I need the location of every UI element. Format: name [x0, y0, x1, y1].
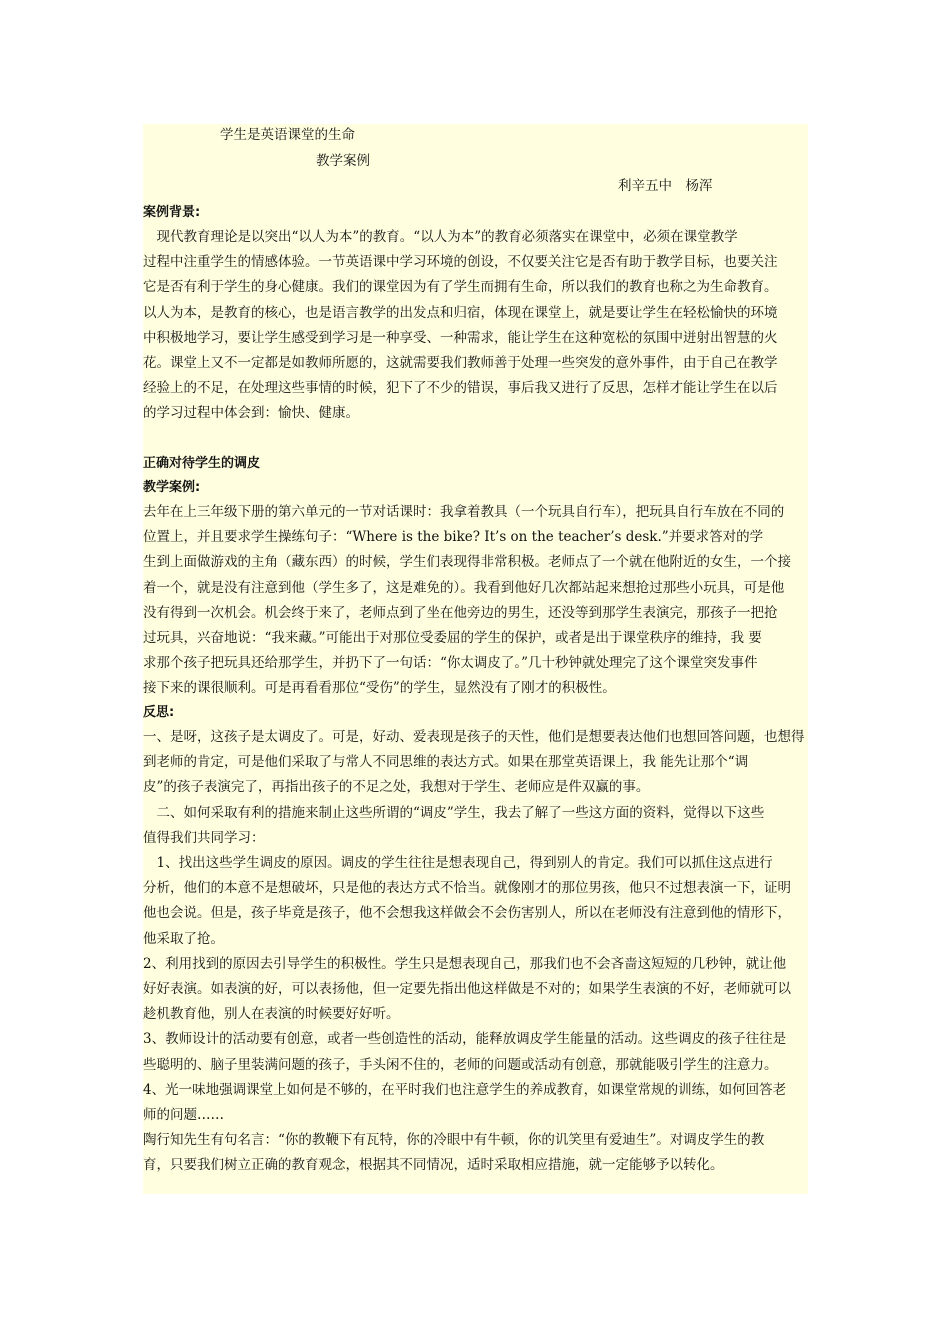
case-line: 求那个孩子把玩具还给那学生，并扔下了一句话：“你太调皮了。”几十秒钟就处理完了这个课堂突发事件	[143, 655, 758, 672]
case-line: 生到上面做游戏的主角（藏东西）的时候，学生们表现得非常积极。老师点了一个就在他附近的女生，一个接	[143, 554, 791, 571]
reflection-line: 2、利用找到的原因去引导学生的积极性。学生只是想表现自己，那我们也不会吝啬这短短的几秒钟，就让他	[143, 955, 787, 972]
reflection-line: 一、是呀，这孩子是太调皮了。可是，好动、爱表现是孩子的天性，他们是想要表达他们也想回答问题，也想得	[143, 729, 805, 745]
reflection-line: 育，只要我们树立正确的教育观念，根据其不同情况，适时采取相应措施，就一定能够予以转化。	[143, 1157, 724, 1174]
reflection-line: 些聪明的、脑子里装满问题的孩子，手头闲不住的，老师的问题或活动有创意，那就能吸引学生的注意力。	[143, 1056, 778, 1073]
case-line: 去年在上三年级下册的第六单元的一节对话课时：我拿着教具（一个玩具自行车），把玩具自行车放在不同的	[143, 504, 785, 520]
reflection-line: 他采取了抢。	[143, 930, 224, 947]
doc-author: 利辛五中 杨浑	[618, 178, 713, 194]
case-line: 位置上，并且要求学生操练句子：“Where is the bike? It’s on the teacher’s desk.”并要求答对的学	[143, 529, 764, 546]
case-line: 接下来的课很顺利。可是再看看那位“受伤”的学生，显然没有了刚才的积极性。	[143, 680, 616, 697]
reflection-heading: 反思:	[143, 705, 175, 720]
reflection-line: 好好表演。如表演的好，可以表扬他，但一定要先指出他这样做是不对的；如果学生表演的不好，老师就可以	[143, 981, 791, 997]
background-line: 现代教育理论是以突出“以人为本”的教育。“以人为本”的教育必须落实在课堂中，必须在课堂教学	[143, 229, 738, 245]
topic-heading: 正确对待学生的调皮	[143, 456, 261, 471]
reflection-line: 师的问题……	[143, 1107, 224, 1123]
reflection-line: 陶行知先生有句名言：“你的教鞭下有瓦特，你的冷眼中有牛顿，你的讥笑里有爱迪生”。对调皮学生的教	[143, 1132, 765, 1149]
doc-title: 学生是英语课堂的生命	[220, 127, 355, 143]
background-heading: 案例背景:	[143, 205, 201, 220]
background-line: 花。课堂上又不一定都是如教师所愿的，这就需要我们教师善于处理一些突发的意外事件，由于自己在教学	[143, 355, 778, 371]
case-line: 没有得到一次机会。机会终于来了，老师点到了坐在他旁边的男生，还没等到那学生表演完，那孩子一把抢	[143, 604, 778, 621]
reflection-line: 趁机教育他，别人在表演的时候要好好听。	[143, 1006, 400, 1023]
background-line: 中积极地学习，要让学生感受到学习是一种享受、一种需求，能让学生在这种宽松的氛围中迸射出智慧的火	[143, 329, 778, 346]
background-line: 经验上的不足，在处理这些事情的时候，犯下了不少的错误，事后我又进行了反思，怎样才能让学生在以后	[143, 380, 778, 397]
case-line: 过玩具，兴奋地说：“我来藏。”可能出于对那位受委屈的学生的保护，或者是出于课堂秩序的维持，我 要	[143, 630, 762, 646]
reflection-line: 他也会说。但是，孩子毕竟是孩子，他不会想我这样做会不会伤害别人，所以在老师没有注意到他的情形下，	[143, 905, 791, 922]
case-line: 着一个，就是没有注意到他（学生多了，这是难免的）。我看到他好几次都站起来想抢过那些小玩具，可是他	[143, 579, 785, 596]
background-line: 过程中注重学生的情感体验。一节英语课中学习环境的创设，不仅要关注它是否有助于教学目标，也要关注	[143, 254, 778, 271]
case-heading: 教学案例:	[143, 480, 201, 495]
reflection-line: 二、如何采取有利的措施来制止这些所谓的“调皮”学生，我去了解了一些这方面的资料，觉得以下这些	[143, 804, 765, 821]
reflection-line: 1、找出这些学生调皮的原因。调皮的学生往往是想表现自己，得到别人的肯定。我们可以抓住这点进行	[143, 855, 773, 871]
reflection-line: 分析，他们的本意不是想破坏，只是他的表达方式不恰当。就像刚才的那位男孩，他只不过想表演一下，证明	[143, 880, 791, 897]
reflection-line: 3、教师设计的活动要有创意，或者一些创造性的活动，能释放调皮学生能量的活动。这些调皮的孩子往往是	[143, 1031, 787, 1048]
reflection-line: 皮”的孩子表演完了，再指出孩子的不足之处，我想对于学生、老师应是件双赢的事。	[143, 779, 650, 796]
background-line: 以人为本，是教育的核心，也是语言教学的出发点和归宿，体现在课堂上，就是要让学生在轻松愉快的环境	[143, 304, 778, 321]
background-line: 的学习过程中体会到：愉快、健康。	[143, 405, 359, 422]
reflection-line: 4、光一味地强调课堂上如何是不够的，在平时我们也注意学生的养成教育，如课堂常规的训练，如何回答老	[143, 1081, 787, 1098]
reflection-line: 值得我们共同学习：	[143, 829, 265, 846]
background-line: 它是否有利于学生的身心健康。我们的课堂因为有了学生而拥有生命，所以我们的教育也称之为生命教育。	[143, 279, 778, 296]
reflection-line: 到老师的肯定，可是他们采取了与常人不同思维的表达方式。如果在那堂英语课上，我 能先让那个“调	[143, 754, 749, 771]
doc-subtitle: 教学案例	[316, 153, 370, 169]
